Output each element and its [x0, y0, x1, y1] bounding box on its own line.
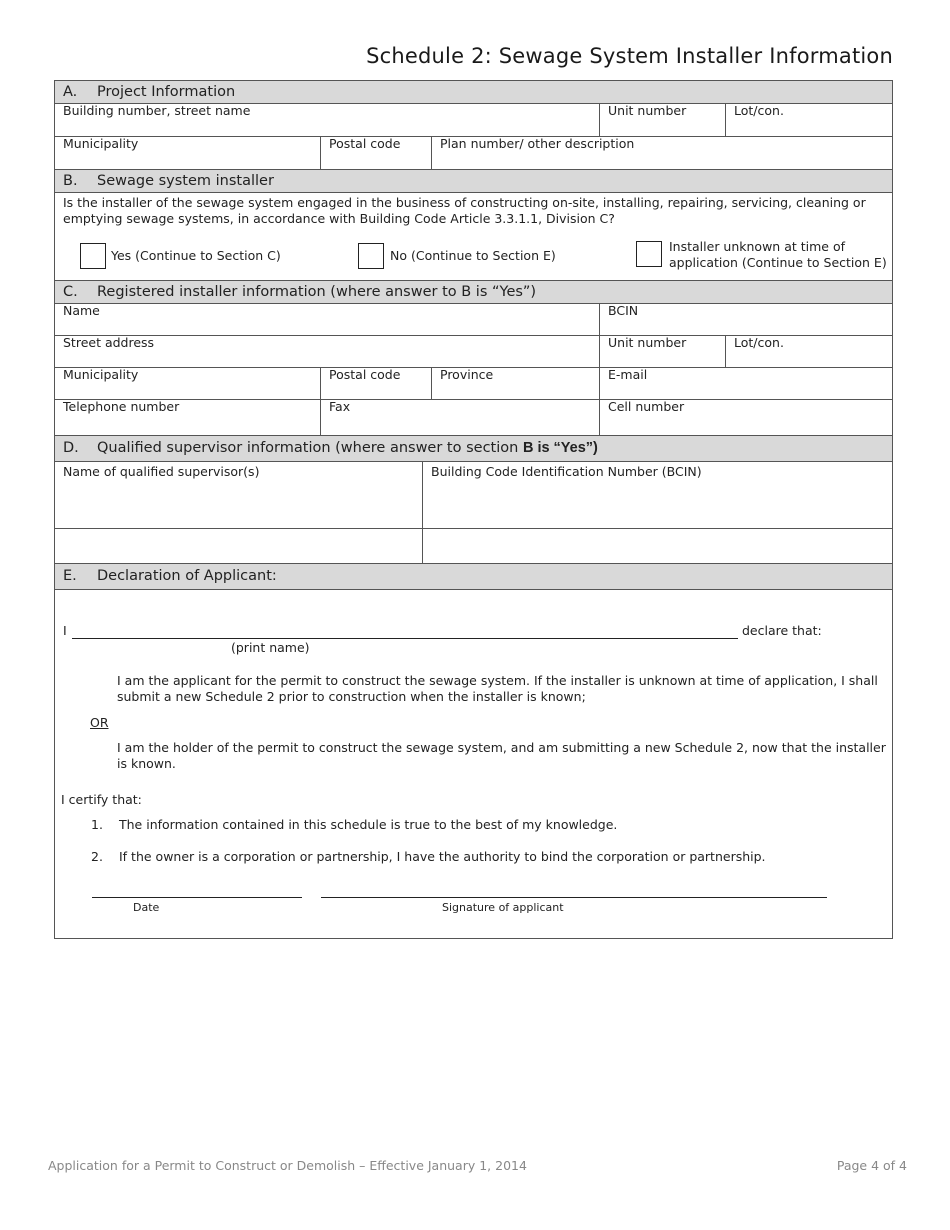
- installer-question: [55, 193, 892, 281]
- section-c-row-2: [55, 336, 892, 368]
- statement-2: I am the holder of the permit to construct the sewage system, and am submitting a new Schedule 2, now that the installer is known.: [117, 740, 886, 771]
- installer-name-field[interactable]: Name: [55, 304, 600, 335]
- section-d-heading-bold: B is “Yes”): [522, 440, 598, 456]
- section-a-heading: Project Information: [97, 84, 236, 100]
- cert-1-number: 1.: [91, 817, 103, 832]
- section-a-row-1: [55, 104, 892, 137]
- installer-lot-field[interactable]: Lot/con.: [734, 335, 784, 350]
- supervisor-bcin-field-2[interactable]: [423, 529, 892, 563]
- unit-number-field[interactable]: Unit number: [600, 104, 726, 136]
- supervisor-bcin-field[interactable]: Building Code Identification Number (BCIN): [431, 464, 702, 479]
- installer-email-field[interactable]: E-mail: [608, 367, 648, 382]
- section-e-header: [55, 564, 892, 590]
- signature-caption: Signature of applicant: [442, 901, 564, 914]
- section-d-heading: Qualified supervisor information (where answer to section: [97, 440, 523, 456]
- section-b-heading: Sewage system installer: [97, 173, 274, 189]
- section-e-letter: E.: [63, 568, 77, 584]
- installer-fax-field[interactable]: Fax: [321, 400, 600, 435]
- declaration-block: [55, 590, 892, 938]
- installer-phone-field[interactable]: Telephone number: [55, 400, 321, 435]
- unknown-checkbox[interactable]: [636, 241, 662, 267]
- section-b-letter: B.: [63, 173, 78, 189]
- no-checkbox[interactable]: [358, 243, 384, 269]
- signature-line[interactable]: [321, 897, 827, 898]
- section-e-heading: Declaration of Applicant:: [97, 568, 277, 584]
- postal-code-field[interactable]: Postal code: [321, 137, 432, 169]
- section-c-heading: Registered installer information (where answer to B is “Yes”): [97, 284, 537, 300]
- lot-con-field[interactable]: Lot/con.: [734, 103, 784, 118]
- cert-1-text: The information contained in this schedule is true to the best of my knowledge.: [119, 817, 618, 832]
- declaration-i: I: [63, 623, 67, 638]
- date-caption: Date: [133, 901, 160, 914]
- section-d-row-1: [55, 462, 892, 529]
- section-c-row-1: [55, 304, 892, 336]
- declare-that-text: declare that:: [742, 623, 822, 638]
- municipality-field[interactable]: Municipality: [55, 137, 321, 169]
- yes-checkbox[interactable]: [80, 243, 106, 269]
- installer-postal-field[interactable]: Postal code: [321, 368, 432, 399]
- footer-left: Application for a Permit to Construct or Demolish – Effective January 1, 2014: [48, 1158, 527, 1173]
- schedule-form: [54, 80, 893, 939]
- section-b-header: [55, 170, 892, 193]
- or-text: OR: [90, 715, 109, 730]
- section-d-header: [55, 436, 892, 462]
- section-d-letter: D.: [63, 440, 79, 456]
- installer-municipality-field[interactable]: Municipality: [55, 368, 321, 399]
- section-d-row-2: [55, 529, 892, 564]
- cert-2-number: 2.: [91, 849, 103, 864]
- section-a-row-2: [55, 137, 892, 170]
- plan-number-field[interactable]: Plan number/ other description: [440, 136, 635, 151]
- section-c-header: [55, 281, 892, 304]
- yes-option-label: Yes (Continue to Section C): [111, 248, 281, 263]
- building-street-field[interactable]: Building number, street name: [55, 104, 600, 136]
- section-c-row-4: [55, 400, 892, 436]
- section-a-letter: A.: [63, 84, 78, 100]
- installer-bcin-field[interactable]: BCIN: [608, 303, 639, 318]
- cert-2-text: If the owner is a corporation or partnership, I have the authority to bind the corporation or partnership.: [119, 849, 766, 864]
- page-title: Schedule 2: Sewage System Installer Information: [366, 44, 893, 68]
- installer-question-text: Is the installer of the sewage system engaged in the business of constructing on-site, installing, repairing, servicing, cleaning or emptying sewage systems, in accordance with Building Code Article 3.3.1.1, Division C?: [63, 195, 866, 226]
- print-name-caption: (print name): [231, 640, 310, 655]
- no-option-label: No (Continue to Section E): [390, 248, 556, 263]
- installer-cell-field[interactable]: Cell number: [608, 399, 685, 414]
- supervisor-name-field[interactable]: Name of qualified supervisor(s): [55, 462, 423, 528]
- date-line[interactable]: [92, 897, 302, 898]
- supervisor-name-field-2[interactable]: [55, 529, 423, 563]
- section-c-letter: C.: [63, 284, 78, 300]
- installer-unit-field[interactable]: Unit number: [600, 336, 726, 367]
- installer-street-field[interactable]: Street address: [55, 336, 600, 367]
- statement-1: I am the applicant for the permit to construct the sewage system. If the installer is unknown at time of application, I shall submit a new Schedule 2 prior to construction when the installer is known;: [117, 673, 878, 704]
- certify-text: I certify that:: [61, 792, 142, 807]
- section-c-row-3: [55, 368, 892, 400]
- section-a-header: [55, 81, 892, 104]
- unknown-option-label: Installer unknown at time of application (Continue to Section E): [669, 239, 887, 270]
- footer-page-number: Page 4 of 4: [836, 1158, 907, 1173]
- installer-province-field[interactable]: Province: [432, 368, 600, 399]
- print-name-line[interactable]: [72, 638, 738, 639]
